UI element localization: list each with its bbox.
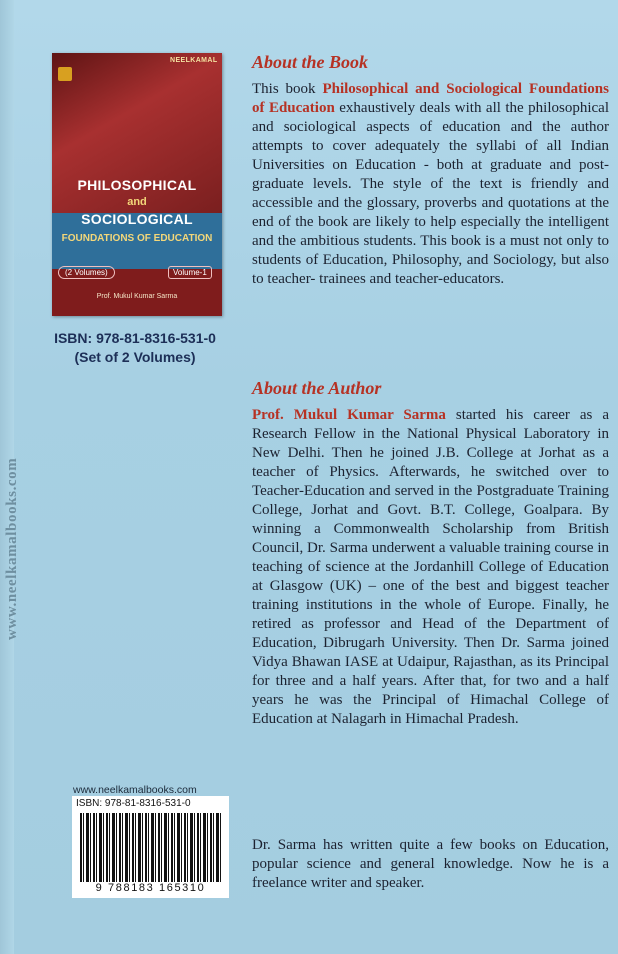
cover-thumbnail bbox=[52, 53, 222, 316]
barcode-digits: 9 788183 165310 bbox=[72, 882, 229, 894]
set-info-text: (Set of 2 Volumes) bbox=[74, 349, 196, 365]
publisher-logo-icon bbox=[58, 67, 72, 81]
cover-title-line4: FOUNDATIONS OF EDUCATION bbox=[61, 233, 213, 244]
barcode-website: www.neelkamalbooks.com bbox=[73, 784, 197, 796]
barcode bbox=[72, 796, 229, 898]
book-title: Philosophical and Sociological Foundations of Education bbox=[252, 81, 609, 116]
isbn-text: ISBN: 978-81-8316-531-0 bbox=[54, 330, 216, 346]
about-author-body: started his career as a Research Fellow in the National Physical Laboratory in New Delhi. Then he joined J.B. College at Jorhat as a teacher of Physics. Afterwards, he switched over to Teacher-Education and served in the Postgraduate Training College, Jorhat and Govt. B.T. College, Goalpara. By winning a Commonwealth Scholarship from British Council, Dr. Sarma underwent a valuable training course in teaching of science at the Jordanhill College of Education at Glasgow (UK) – one of the best and biggest teacher training institutions in the whole of Europe. Finally, he retired as professor and Head of the Department of Education, Dibrugarh University. Then Dr. Sarma joined Vidya Bhawan IASE at Udaipur, Rajasthan, as its Principal for three and a half years. After that, for two and a half years he was the Principal of Himachal College of Education at Nalagarh in Himachal Pradesh. bbox=[252, 407, 609, 727]
barcode-bars bbox=[80, 813, 222, 883]
about-book-body: exhaustively deals with all the philosophical and sociological aspects of education and the author attempts to cover adequately the syllabi of all Indian Universities on Education - both at graduate and post-graduate levels. The style of the text is friendly and accessible and the glossary, proverbs and quotations at the end of the book are likely to help especially the intelligent and the ambitious students. This book is a must not only to students of Education, Philosophy, and Sociology, but also to teacher- trainees and teacher-educators. bbox=[252, 100, 609, 287]
cover-volume-badge: Volume-1 bbox=[168, 266, 212, 279]
spine-website: www.neelkamalbooks.com bbox=[4, 457, 20, 640]
cover-title-line2: and bbox=[127, 196, 147, 208]
cover-publisher: NEELKAMAL bbox=[170, 57, 218, 64]
about-book-heading: About the Book bbox=[252, 52, 369, 72]
about-book-intro: This book bbox=[252, 81, 323, 97]
about-author-text bbox=[252, 406, 609, 729]
cover-title-line3: SOCIOLOGICAL bbox=[81, 211, 193, 227]
about-author-heading: About the Author bbox=[252, 378, 382, 398]
about-author-text-2: Dr. Sarma has written quite a few books on Education, popular science and general knowledge. Now he is a freelance writer and speaker. bbox=[252, 837, 609, 891]
author-name: Prof. Mukul Kumar Sarma bbox=[252, 407, 446, 423]
cover-volumes-badge: (2 Volumes) bbox=[58, 266, 115, 279]
cover-author: Prof. Mukul Kumar Sarma bbox=[96, 293, 178, 300]
about-book-text bbox=[252, 80, 609, 289]
barcode-isbn: ISBN: 978-81-8316-531-0 bbox=[76, 798, 191, 809]
cover-title-line1: PHILOSOPHICAL bbox=[77, 177, 197, 193]
